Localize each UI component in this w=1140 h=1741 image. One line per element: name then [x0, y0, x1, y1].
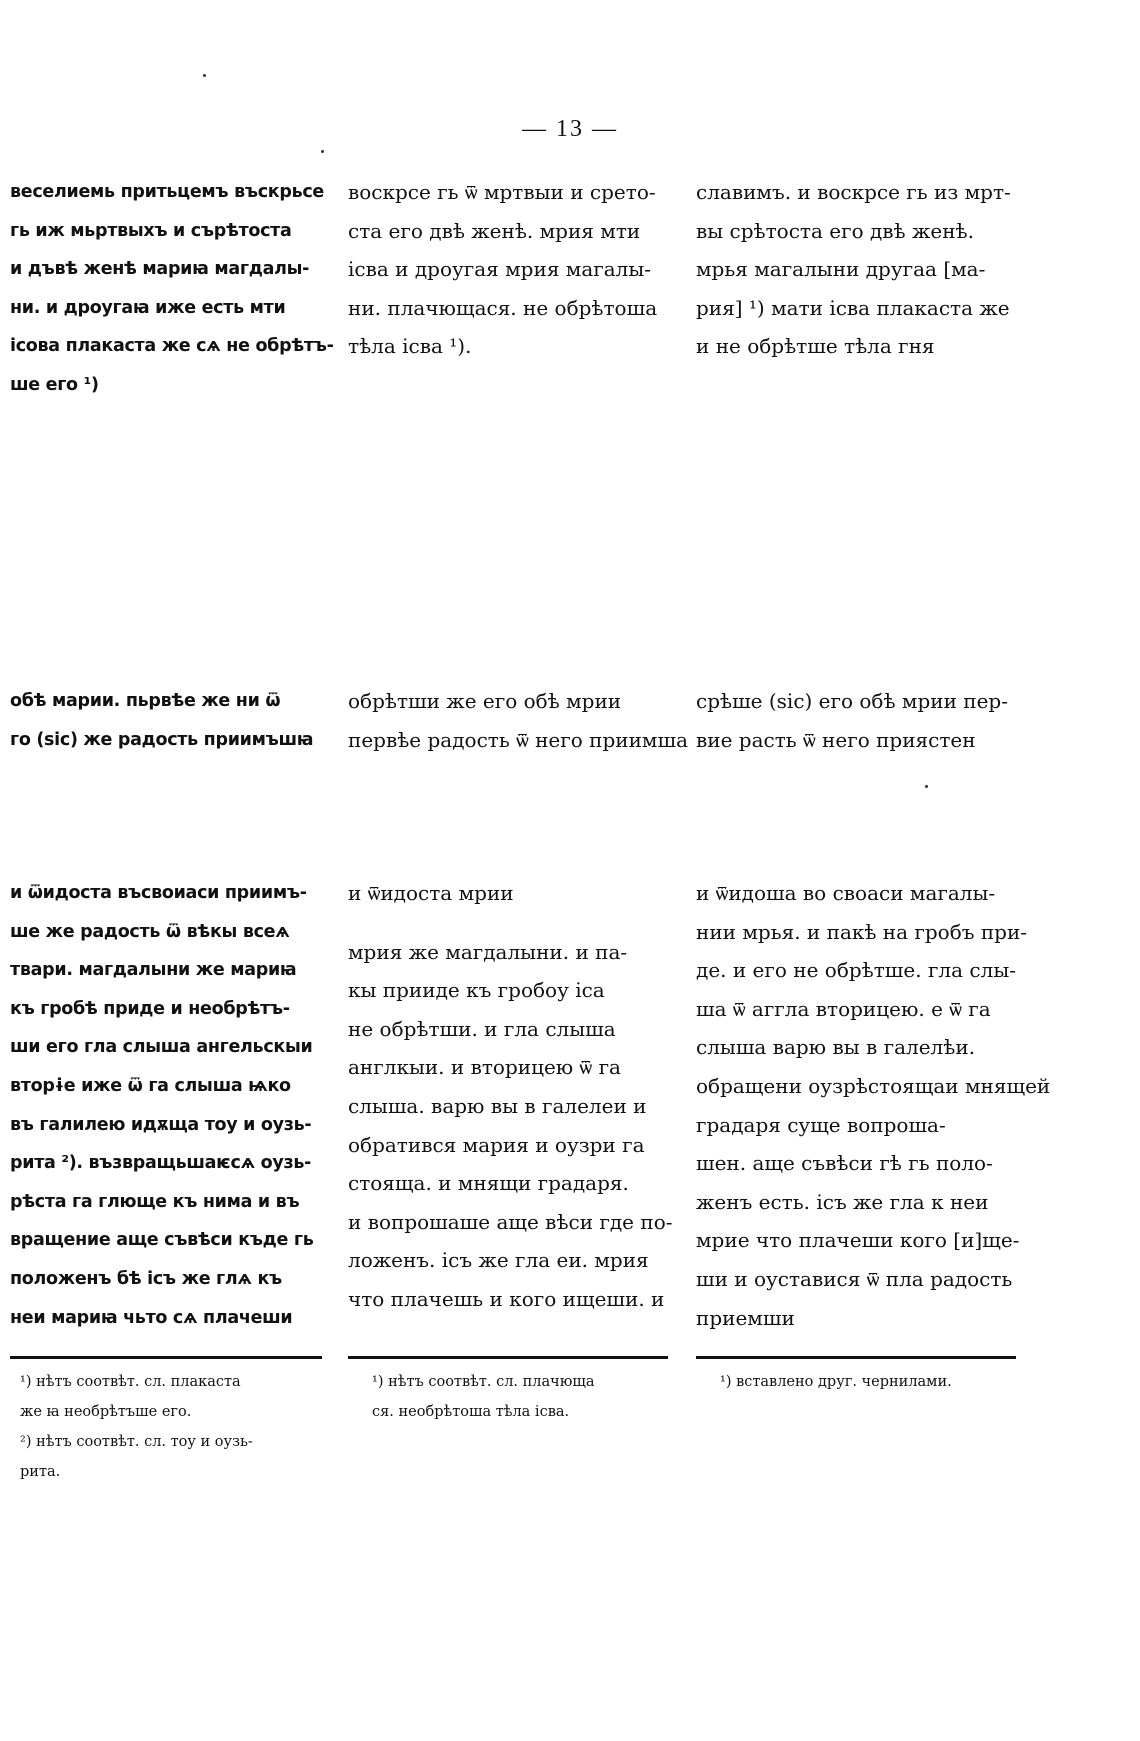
text-line: ши и оуставися ѿ пла радость	[696, 1266, 1013, 1291]
text-line: вы срѣтоста его двѣ женѣ.	[696, 218, 974, 243]
text-line: ша ѿ аггла вторицею. е ѿ га	[696, 996, 991, 1021]
footnote-rule	[348, 1356, 668, 1359]
text-line: ше его ¹)	[10, 374, 99, 395]
text-line: ісва и дроугая мрия магалы-	[348, 257, 652, 282]
text-line: твари. магдалыни же мариꙗ	[10, 960, 297, 981]
text-line: слыша варю вы в галелѣи.	[696, 1035, 976, 1060]
text-line: ше же радость ѿ вѣкы всеѧ	[10, 921, 290, 942]
text-line: и ѿидоста въсвоиаси приимъ-	[10, 883, 307, 903]
scan-speck	[321, 150, 324, 153]
text-line: обратився мария и оузри га	[348, 1132, 645, 1157]
footnote	[372, 1367, 672, 1427]
footnote-line: ¹) нѣтъ соотвѣт. сл. плакаста	[20, 1374, 241, 1390]
text-line: ни. плачющася. не обрѣтоша	[348, 295, 658, 320]
text-line: что плачешь и кого ищеши. и	[348, 1286, 665, 1311]
text-line: тѣла ісва ¹).	[348, 334, 472, 359]
text-line: и ѿидоста мрии	[348, 881, 514, 905]
text-line: гь иж мьртвыхъ и сърѣтоста	[10, 220, 292, 241]
text-line: женъ есть. ісъ же гла к неи	[696, 1189, 989, 1214]
footnote-line: ся. необрѣтоша тѣла ісва.	[372, 1404, 570, 1420]
col2-section-1	[348, 173, 668, 366]
text-line: положенъ бѣ ісъ же глѧ къ	[10, 1268, 282, 1289]
scan-speck	[925, 785, 928, 788]
text-line: го (sic) же радость приимъшꙗ	[10, 729, 314, 750]
text-line: нии мрья. и пакѣ на гробъ при-	[696, 919, 1028, 944]
text-line: де. и его не обрѣтше. гла слы-	[696, 958, 1016, 983]
footnote	[20, 1367, 330, 1487]
text-line: шен. аще съвѣси гѣ гь поло-	[696, 1151, 993, 1176]
text-line: ісова плакаста же сѧ не обрѣтъ-	[10, 336, 334, 357]
text-line: мрие что плачеши кого [и]ще-	[696, 1228, 1020, 1253]
scan-speck	[203, 74, 206, 77]
text-line: и вопрошаше аще вѣси где по-	[348, 1209, 673, 1234]
col2-section-3	[348, 874, 673, 1319]
text-line: первѣе радость ѿ него приимша	[348, 727, 689, 752]
text-line: славимъ. и воскрсе гь из мрт-	[696, 180, 1011, 204]
text-line: ни. и дроугаꙗ иже есть мти	[10, 297, 286, 318]
footnote-line: же ꙗ необрѣтъше его.	[20, 1404, 192, 1420]
text-line	[348, 913, 668, 933]
text-line: рия] ¹) мати ісва плакаста же	[696, 295, 1010, 320]
footnote-line: ¹) вставлено друг. чернилами.	[720, 1374, 952, 1390]
page-number: — 13 —	[522, 116, 618, 142]
text-line: обращени оузрѣстоящаи мнящей	[696, 1073, 1051, 1098]
footnote-line: рита.	[20, 1464, 61, 1480]
text-line: вращение аще съвѣси къде гь	[10, 1230, 314, 1251]
footnote-rule	[10, 1356, 322, 1359]
text-line: въ галилею идѫща тоу и оузь-	[10, 1114, 312, 1135]
text-line: мрья магалыни другаа [ма-	[696, 257, 986, 282]
text-line: ши его гла слыша ангельскыи	[10, 1037, 313, 1058]
text-line: градаря суще вопроша-	[696, 1112, 946, 1137]
footnote-line: ²) нѣтъ соотвѣт. сл. тоу и оузь-	[20, 1434, 253, 1450]
text-line: воскрсе гь ѿ мртвыи и срето-	[348, 180, 656, 204]
text-line: ста его двѣ женѣ. мрия мти	[348, 218, 641, 243]
col1-section-2	[10, 682, 322, 759]
text-line: къ гробѣ приде и необрѣтъ-	[10, 998, 290, 1019]
text-line: и не обрѣтше тѣла гня	[696, 334, 935, 359]
text-line: не обрѣтши. и гла слыша	[348, 1016, 616, 1041]
text-line: неи мариꙗ чьто сѧ плачеши	[10, 1307, 293, 1328]
text-line: рита ²). възвращьшаѥсѧ оузь-	[10, 1153, 312, 1174]
col3-section-1	[696, 173, 1016, 366]
text-line: слыша. варю вы в галелеи и	[348, 1093, 647, 1118]
text-line: срѣше (sic) его обѣ мрии пер-	[696, 689, 1008, 713]
text-line: обѣ марии. пьрвѣе же ни ѿ	[10, 691, 281, 711]
text-line: и ѿидоша во своаси магалы-	[696, 881, 996, 905]
col1-section-3	[10, 874, 322, 1337]
text-line: кы прииде къ гробоу іса	[348, 978, 605, 1003]
col3-section-2	[696, 682, 1016, 759]
col2-section-2	[348, 682, 689, 759]
footnote-line: ¹) нѣтъ соотвѣт. сл. плачюща	[372, 1374, 595, 1390]
text-line: вие расть ѿ него приястен	[696, 727, 976, 752]
footnote-rule	[696, 1356, 1016, 1359]
text-line: вторɨе иже ѿ га слыша ѩко	[10, 1075, 291, 1096]
col1-section-1	[10, 173, 334, 405]
text-line: приемши	[696, 1305, 795, 1330]
text-line: рѣста га глюще къ нима и въ	[10, 1191, 300, 1212]
footnote	[720, 1367, 1020, 1397]
col3-section-3	[696, 874, 1051, 1337]
text-line: веселиемь притьцемъ въскрьсе	[10, 182, 324, 202]
text-line: англкыи. и вторицею ѿ га	[348, 1055, 621, 1080]
text-line: стояща. и мнящи градаря.	[348, 1171, 629, 1196]
text-line: ложенъ. ісъ же гла еи. мрия	[348, 1248, 649, 1273]
text-line: мрия же магдалыни. и па-	[348, 939, 628, 964]
text-line: обрѣтши же его обѣ мрии	[348, 689, 622, 713]
text-line: и дъвѣ женѣ мариꙗ магдалы-	[10, 259, 310, 280]
